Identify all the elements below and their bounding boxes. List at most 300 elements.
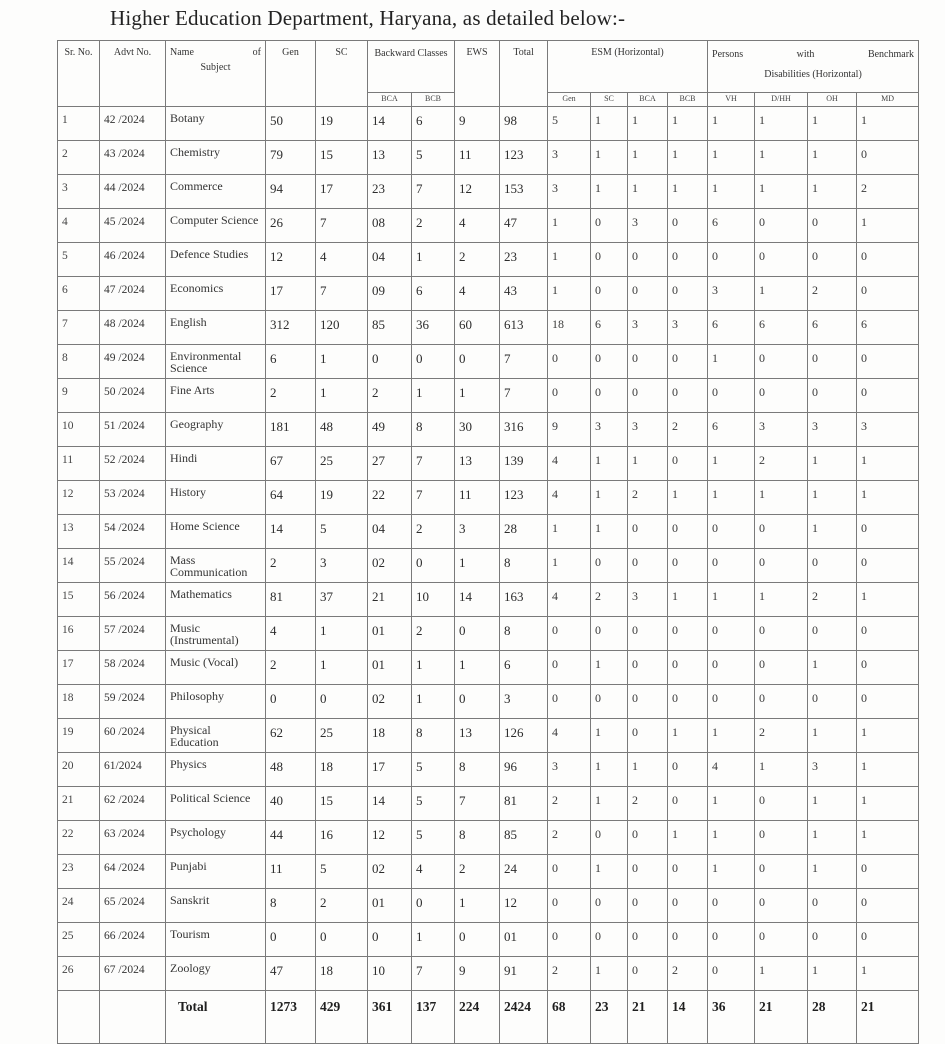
table-row	[58, 413, 919, 447]
cell-bca: 10	[368, 957, 412, 991]
cell-vh: 0	[708, 243, 755, 277]
cell-esm-gen: 9	[548, 413, 591, 447]
total-row	[58, 991, 919, 1044]
cell-sc: 48	[316, 413, 368, 447]
table-row	[58, 685, 919, 719]
cell-ews: 11	[455, 141, 500, 175]
table-row	[58, 243, 919, 277]
cell-esm-gen: 2	[548, 821, 591, 855]
cell-esm-sc: 1	[591, 753, 628, 787]
cell-dhh: 0	[755, 685, 808, 719]
table-row	[58, 617, 919, 651]
cell-sc: 15	[316, 141, 368, 175]
cell-ews: 2	[455, 855, 500, 889]
cell-sc: 2	[316, 889, 368, 923]
cell-advt-no: 50 /2024	[100, 379, 166, 413]
cell-ews: 30	[455, 413, 500, 447]
cell-md: 1	[857, 821, 919, 855]
cell-esm-bca: 3	[628, 413, 668, 447]
cell-sr-no: 2	[58, 141, 100, 175]
cell-gen: 17	[266, 277, 316, 311]
cell-dhh: 1	[755, 277, 808, 311]
cell-esm-bcb: 1	[668, 583, 708, 617]
cell-esm-bcb: 2	[668, 957, 708, 991]
cell-bcb: 0	[412, 889, 455, 923]
header-gen: Gen	[266, 41, 316, 107]
cell-dhh: 0	[755, 889, 808, 923]
cell-dhh: 0	[755, 209, 808, 243]
cell-bcb: 5	[412, 787, 455, 821]
cell-total: 3	[500, 685, 548, 719]
cell-subject: Hindi	[166, 447, 266, 481]
cell-sr-no: 9	[58, 379, 100, 413]
cell-ews: 7	[455, 787, 500, 821]
cell-oh: 0	[808, 209, 857, 243]
cell-bcb: 7	[412, 957, 455, 991]
cell-sc: 1	[316, 379, 368, 413]
cell-advt-no: 49 /2024	[100, 345, 166, 379]
cell-advt-no: 58 /2024	[100, 651, 166, 685]
header-esm-sc: SC	[591, 93, 628, 107]
cell-advt-no: 56 /2024	[100, 583, 166, 617]
cell-bca: 0	[368, 923, 412, 957]
cell-esm-bcb: 0	[668, 651, 708, 685]
cell-total: 91	[500, 957, 548, 991]
cell-esm-bca: 0	[628, 855, 668, 889]
cell-bca: 02	[368, 685, 412, 719]
cell-bca: 01	[368, 651, 412, 685]
cell-esm-bca: 0	[628, 243, 668, 277]
cell-bca: 02	[368, 549, 412, 583]
cell-esm-bcb: 0	[668, 209, 708, 243]
cell-gen: 6	[266, 345, 316, 379]
cell-md: 1	[857, 447, 919, 481]
total-esm-sc: 23	[591, 991, 628, 1044]
cell-esm-gen: 1	[548, 243, 591, 277]
cell-oh: 2	[808, 583, 857, 617]
cell-ews: 4	[455, 209, 500, 243]
cell-bca: 0	[368, 345, 412, 379]
cell-advt-no: 47 /2024	[100, 277, 166, 311]
cell-esm-gen: 1	[548, 549, 591, 583]
cell-vh: 1	[708, 141, 755, 175]
header-pwbd-word-1: Persons	[712, 49, 744, 60]
cell-esm-sc: 1	[591, 855, 628, 889]
cell-vh: 0	[708, 651, 755, 685]
header-subject	[166, 41, 266, 107]
cell-sc: 1	[316, 617, 368, 651]
cell-md: 1	[857, 753, 919, 787]
cell-subject: History	[166, 481, 266, 515]
cell-esm-bcb: 0	[668, 277, 708, 311]
cell-oh: 0	[808, 549, 857, 583]
cell-dhh: 0	[755, 787, 808, 821]
cell-esm-sc: 0	[591, 685, 628, 719]
cell-esm-gen: 3	[548, 175, 591, 209]
cell-advt-no: 45 /2024	[100, 209, 166, 243]
cell-advt-no: 51 /2024	[100, 413, 166, 447]
header-subject-word-1: Name	[170, 47, 194, 58]
cell-advt-no: 57 /2024	[100, 617, 166, 651]
table-row	[58, 821, 919, 855]
cell-esm-bcb: 3	[668, 311, 708, 345]
cell-esm-bcb: 0	[668, 855, 708, 889]
cell-sc: 0	[316, 685, 368, 719]
cell-vh: 1	[708, 821, 755, 855]
cell-esm-bca: 1	[628, 447, 668, 481]
table-row	[58, 583, 919, 617]
cell-sc: 5	[316, 855, 368, 889]
table-row	[58, 957, 919, 991]
cell-bcb: 1	[412, 243, 455, 277]
cell-sc: 4	[316, 243, 368, 277]
cell-esm-sc: 1	[591, 515, 628, 549]
cell-sr-no: 12	[58, 481, 100, 515]
header-total: Total	[500, 41, 548, 107]
cell-ews: 8	[455, 821, 500, 855]
cell-gen: 50	[266, 107, 316, 141]
cell-total: 43	[500, 277, 548, 311]
cell-vh: 0	[708, 685, 755, 719]
cell-bca: 18	[368, 719, 412, 753]
cell-esm-gen: 5	[548, 107, 591, 141]
cell-subject: Physics	[166, 753, 266, 787]
cell-esm-bcb: 0	[668, 447, 708, 481]
cell-bcb: 10	[412, 583, 455, 617]
cell-gen: 44	[266, 821, 316, 855]
cell-subject: Political Science	[166, 787, 266, 821]
cell-oh: 1	[808, 821, 857, 855]
cell-sc: 7	[316, 277, 368, 311]
cell-esm-bcb: 0	[668, 923, 708, 957]
cell-bcb: 2	[412, 617, 455, 651]
cell-dhh: 0	[755, 243, 808, 277]
cell-total: 7	[500, 379, 548, 413]
cell-md: 1	[857, 583, 919, 617]
cell-sr-no: 11	[58, 447, 100, 481]
cell-bcb: 0	[412, 549, 455, 583]
cell-ews: 8	[455, 753, 500, 787]
cell-oh: 0	[808, 923, 857, 957]
table-row	[58, 379, 919, 413]
cell-ews: 1	[455, 379, 500, 413]
cell-dhh: 1	[755, 175, 808, 209]
cell-advt-no: 52 /2024	[100, 447, 166, 481]
header-pwbd-word-2: with	[796, 49, 815, 60]
cell-gen: 47	[266, 957, 316, 991]
cell-gen: 79	[266, 141, 316, 175]
header-backward-classes: Backward Classes	[368, 41, 455, 93]
cell-subject: Mathematics	[166, 583, 266, 617]
cell-gen: 4	[266, 617, 316, 651]
cell-bca: 02	[368, 855, 412, 889]
header-dhh: D/HH	[755, 93, 808, 107]
cell-advt-no: 42 /2024	[100, 107, 166, 141]
cell-oh: 0	[808, 617, 857, 651]
cell-vh: 0	[708, 889, 755, 923]
cell-subject: Psychology	[166, 821, 266, 855]
total-esm-gen: 68	[548, 991, 591, 1044]
cell-gen: 40	[266, 787, 316, 821]
cell-total: 7	[500, 345, 548, 379]
cell-subject: Fine Arts	[166, 379, 266, 413]
cell-vh: 1	[708, 107, 755, 141]
cell-total: 96	[500, 753, 548, 787]
cell-advt-no: 53 /2024	[100, 481, 166, 515]
cell-md: 0	[857, 141, 919, 175]
cell-subject: Commerce	[166, 175, 266, 209]
cell-sc: 1	[316, 345, 368, 379]
cell-esm-bca: 0	[628, 923, 668, 957]
cell-dhh: 1	[755, 957, 808, 991]
cell-advt-no: 61/2024	[100, 753, 166, 787]
cell-total: 85	[500, 821, 548, 855]
cell-esm-sc: 1	[591, 957, 628, 991]
cell-subject: Music (Instrumental)	[166, 617, 266, 651]
cell-vh: 6	[708, 209, 755, 243]
cell-gen: 67	[266, 447, 316, 481]
cell-subject: Chemistry	[166, 141, 266, 175]
cell-esm-bca: 0	[628, 889, 668, 923]
total-bca: 361	[368, 991, 412, 1044]
cell-gen: 12	[266, 243, 316, 277]
cell-vh: 1	[708, 583, 755, 617]
header-esm-bca: BCA	[628, 93, 668, 107]
cell-bcb: 1	[412, 685, 455, 719]
cell-esm-gen: 0	[548, 855, 591, 889]
cell-gen: 26	[266, 209, 316, 243]
cell-ews: 3	[455, 515, 500, 549]
cell-oh: 1	[808, 855, 857, 889]
cell-sc: 5	[316, 515, 368, 549]
header-vh: VH	[708, 93, 755, 107]
cell-total: 123	[500, 481, 548, 515]
cell-sr-no: 5	[58, 243, 100, 277]
cell-ews: 9	[455, 957, 500, 991]
cell-total: 23	[500, 243, 548, 277]
cell-esm-bca: 0	[628, 651, 668, 685]
cell-oh: 3	[808, 753, 857, 787]
cell-bcb: 0	[412, 345, 455, 379]
cell-bca: 08	[368, 209, 412, 243]
cell-esm-bca: 0	[628, 685, 668, 719]
cell-total: 153	[500, 175, 548, 209]
cell-sc: 3	[316, 549, 368, 583]
cell-ews: 0	[455, 617, 500, 651]
cell-sr-no: 15	[58, 583, 100, 617]
header-bcb: BCB	[412, 93, 455, 107]
cell-bcb: 2	[412, 209, 455, 243]
cell-ews: 13	[455, 447, 500, 481]
total-dhh: 21	[755, 991, 808, 1044]
cell-esm-sc: 0	[591, 923, 628, 957]
cell-dhh: 0	[755, 549, 808, 583]
cell-esm-bcb: 0	[668, 753, 708, 787]
cell-esm-bcb: 0	[668, 889, 708, 923]
cell-oh: 1	[808, 175, 857, 209]
cell-esm-bca: 0	[628, 549, 668, 583]
cell-md: 0	[857, 345, 919, 379]
cell-sr-no: 26	[58, 957, 100, 991]
cell-total: 126	[500, 719, 548, 753]
cell-sr-no: 8	[58, 345, 100, 379]
total-esm-bcb: 14	[668, 991, 708, 1044]
cell-esm-bcb: 1	[668, 719, 708, 753]
cell-esm-bca: 0	[628, 821, 668, 855]
cell-vh: 0	[708, 549, 755, 583]
cell-total: 316	[500, 413, 548, 447]
cell-total: 47	[500, 209, 548, 243]
header-pwbd-word-3: Benchmark	[867, 49, 915, 60]
cell-esm-bca: 0	[628, 617, 668, 651]
table-row	[58, 447, 919, 481]
total-sc: 429	[316, 991, 368, 1044]
total-vh: 36	[708, 991, 755, 1044]
cell-md: 1	[857, 209, 919, 243]
cell-esm-gen: 18	[548, 311, 591, 345]
cell-subject: Tourism	[166, 923, 266, 957]
table-row	[58, 855, 919, 889]
header-ews: EWS	[455, 41, 500, 107]
cell-esm-bca: 1	[628, 107, 668, 141]
cell-md: 1	[857, 481, 919, 515]
cell-esm-sc: 0	[591, 379, 628, 413]
cell-esm-bca: 2	[628, 787, 668, 821]
cell-esm-gen: 4	[548, 583, 591, 617]
cell-advt-no: 60 /2024	[100, 719, 166, 753]
cell-advt-no: 66 /2024	[100, 923, 166, 957]
cell-esm-sc: 6	[591, 311, 628, 345]
table-row	[58, 311, 919, 345]
cell-sr-no: 4	[58, 209, 100, 243]
cell-sr-no: 3	[58, 175, 100, 209]
table-row	[58, 651, 919, 685]
cell-esm-sc: 0	[591, 345, 628, 379]
cell-ews: 1	[455, 651, 500, 685]
cell-esm-sc: 0	[591, 821, 628, 855]
cell-md: 0	[857, 243, 919, 277]
cell-esm-bcb: 2	[668, 413, 708, 447]
cell-esm-gen: 2	[548, 787, 591, 821]
cell-advt-no: 59 /2024	[100, 685, 166, 719]
cell-bcb: 7	[412, 175, 455, 209]
cell-md: 1	[857, 719, 919, 753]
cell-gen: 11	[266, 855, 316, 889]
cell-esm-bca: 3	[628, 209, 668, 243]
cell-advt-no: 67 /2024	[100, 957, 166, 991]
cell-oh: 1	[808, 107, 857, 141]
header-md: MD	[857, 93, 919, 107]
cell-sc: 15	[316, 787, 368, 821]
cell-esm-bcb: 1	[668, 821, 708, 855]
cell-dhh: 1	[755, 481, 808, 515]
cell-bcb: 5	[412, 141, 455, 175]
cell-md: 6	[857, 311, 919, 345]
cell-bca: 2	[368, 379, 412, 413]
total-oh: 28	[808, 991, 857, 1044]
cell-dhh: 0	[755, 821, 808, 855]
cell-oh: 1	[808, 957, 857, 991]
total-cell-blank	[58, 991, 100, 1044]
cell-total: 163	[500, 583, 548, 617]
cell-bca: 13	[368, 141, 412, 175]
cell-esm-sc: 0	[591, 209, 628, 243]
cell-ews: 2	[455, 243, 500, 277]
cell-dhh: 0	[755, 923, 808, 957]
header-esm-bcb: BCB	[668, 93, 708, 107]
cell-ews: 1	[455, 889, 500, 923]
cell-vh: 1	[708, 787, 755, 821]
cell-esm-bcb: 0	[668, 345, 708, 379]
header-esm-gen: Gen	[548, 93, 591, 107]
cell-gen: 2	[266, 549, 316, 583]
table-row	[58, 209, 919, 243]
cell-esm-gen: 0	[548, 889, 591, 923]
cell-vh: 0	[708, 379, 755, 413]
header-subject-word-2: of	[252, 47, 261, 58]
cell-md: 0	[857, 889, 919, 923]
cell-dhh: 1	[755, 583, 808, 617]
cell-esm-bca: 3	[628, 583, 668, 617]
cell-md: 0	[857, 617, 919, 651]
cell-sc: 1	[316, 651, 368, 685]
cell-esm-bca: 1	[628, 175, 668, 209]
cell-oh: 1	[808, 481, 857, 515]
cell-sr-no: 25	[58, 923, 100, 957]
cell-oh: 0	[808, 379, 857, 413]
cell-dhh: 1	[755, 753, 808, 787]
total-label: Total	[166, 991, 266, 1044]
cell-ews: 4	[455, 277, 500, 311]
cell-sr-no: 18	[58, 685, 100, 719]
cell-total: 98	[500, 107, 548, 141]
cell-md: 0	[857, 379, 919, 413]
table-row	[58, 549, 919, 583]
cell-oh: 1	[808, 719, 857, 753]
cell-total: 12	[500, 889, 548, 923]
cell-dhh: 3	[755, 413, 808, 447]
cell-total: 01	[500, 923, 548, 957]
cell-esm-bcb: 1	[668, 107, 708, 141]
cell-oh: 1	[808, 515, 857, 549]
cell-md: 0	[857, 855, 919, 889]
cell-sc: 16	[316, 821, 368, 855]
cell-gen: 81	[266, 583, 316, 617]
cell-esm-bca: 2	[628, 481, 668, 515]
cell-esm-gen: 3	[548, 753, 591, 787]
cell-sr-no: 17	[58, 651, 100, 685]
cell-esm-sc: 0	[591, 243, 628, 277]
total-ews: 224	[455, 991, 500, 1044]
header-subject-word-3: Subject	[200, 62, 231, 73]
cell-gen: 14	[266, 515, 316, 549]
cell-bcb: 6	[412, 107, 455, 141]
cell-subject: Sanskrit	[166, 889, 266, 923]
cell-esm-bca: 0	[628, 379, 668, 413]
cell-esm-bcb: 1	[668, 175, 708, 209]
cell-dhh: 0	[755, 855, 808, 889]
cell-esm-gen: 0	[548, 651, 591, 685]
cell-dhh: 0	[755, 617, 808, 651]
cell-md: 1	[857, 787, 919, 821]
total-cell-blank	[100, 991, 166, 1044]
cell-total: 81	[500, 787, 548, 821]
cell-gen: 8	[266, 889, 316, 923]
cell-esm-sc: 3	[591, 413, 628, 447]
cell-total: 6	[500, 651, 548, 685]
cell-advt-no: 48 /2024	[100, 311, 166, 345]
cell-esm-bca: 3	[628, 311, 668, 345]
